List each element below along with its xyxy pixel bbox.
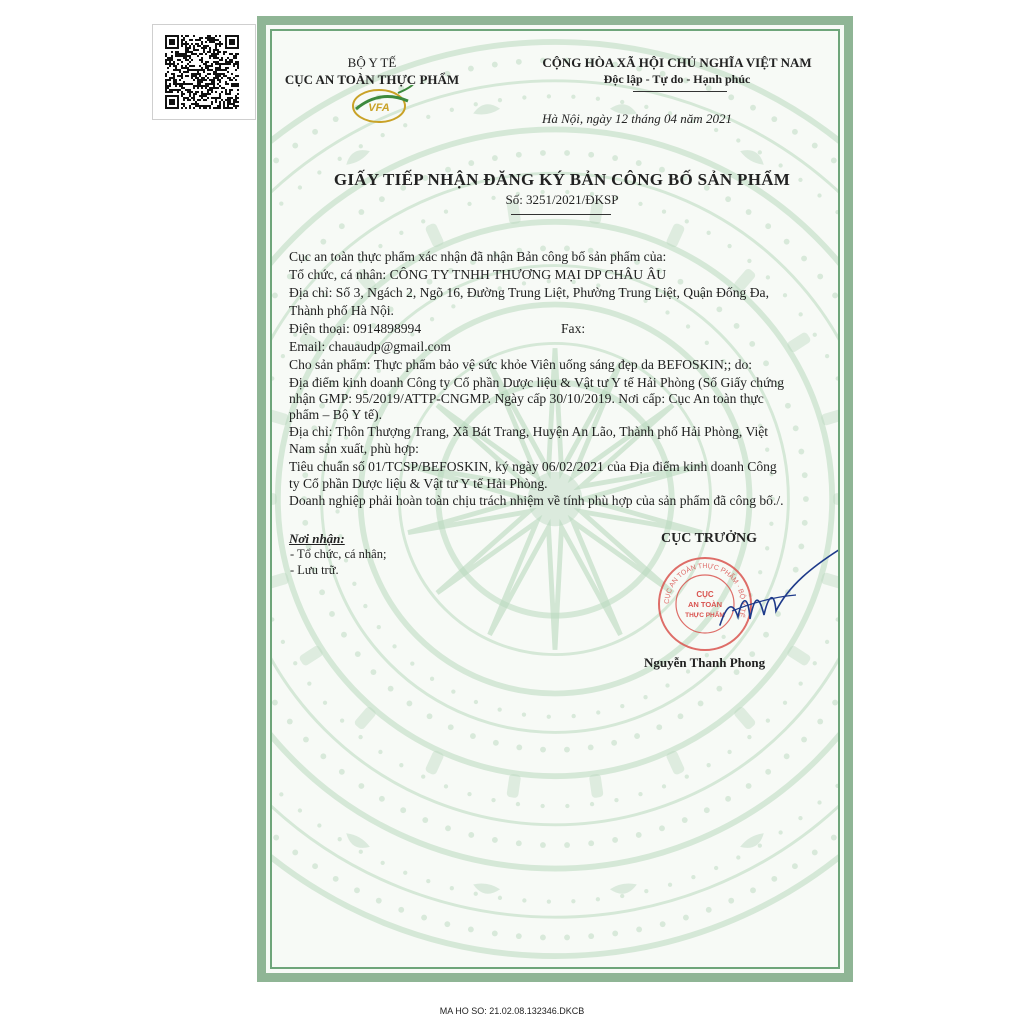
body-line: Địa chỉ: Số 3, Ngách 2, Ngõ 16, Đường Trung Liệt, Phường Trung Liệt, Quận Đống Đa,: [289, 285, 769, 300]
body-line: Cho sản phẩm: Thực phẩm bảo vệ sức khỏe Viên uống sáng đẹp da BEFOSKIN;; do:: [289, 357, 753, 372]
body-line: Tổ chức, cá nhân: CÔNG TY TNHH THƯƠNG MẠI DP CHÂU ÂU: [289, 267, 667, 282]
stamp-ring-text: CỤC AN TOÀN THỰC PHẨM · BỘ Y TẾ: [663, 562, 747, 618]
recipients-heading: Nơi nhận:: [289, 531, 345, 546]
recipient-item: - Tổ chức, cá nhân;: [290, 547, 387, 561]
fax-label: Fax:: [561, 321, 586, 336]
national-motto: Độc lập - Tự do - Hạnh phúc: [603, 72, 751, 86]
body-line: Địa chỉ: Thôn Thượng Trang, Xã Bát Trang, Huyện An Lão, Thành phố Hải Phòng, Việt: [289, 424, 769, 439]
body-line: phẩm – Bộ Y tế).: [289, 407, 382, 422]
body-line: Nam sản xuất, phù hợp:: [289, 441, 419, 456]
stamp-center-line: CỤC: [696, 590, 714, 599]
email-line: Email: chauaudp@gmail.com: [289, 339, 452, 354]
stamp-center-line: AN TOÀN: [687, 600, 723, 609]
dossier-code: MA HO SO: 21.02.08.132346.DKCB: [439, 1006, 585, 1016]
issue-date: Hà Nội, ngày 12 tháng 04 năm 2021: [542, 111, 732, 126]
vfa-logo-text: VFA: [368, 102, 390, 114]
title-divider: [511, 214, 611, 215]
signer-position: CỤC TRƯỞNG: [661, 531, 758, 546]
agency-name: CỤC AN TOÀN THỰC PHẨM: [284, 72, 460, 87]
body-line: Doanh nghiệp phải hoàn toàn chịu trách nhiệm về tính phù hợp của sản phẩm đã công bố./.: [289, 493, 784, 508]
qr-code: [152, 24, 256, 120]
phone-line: Điện thoại: 0914898994: [289, 321, 422, 336]
body-line: nhận GMP: 95/2019/ATTP-CNGMP. Ngày cấp 30/10/2019. Nơi cấp: Cục An toàn thực: [289, 391, 764, 406]
body-line: ty Cổ phần Dược liệu & Vật tư Y tế Hải Phòng.: [289, 476, 548, 491]
signer-name: Nguyễn Thanh Phong: [644, 655, 766, 670]
document-number: Số: 3251/2021/ĐKSP: [505, 192, 619, 207]
motto-underline: [633, 91, 727, 92]
body-line: Thành phố Hà Nội.: [289, 303, 394, 318]
body-line: Tiêu chuẩn số 01/TCSP/BEFOSKIN, ký ngày 06/02/2021 của Địa điểm kinh doanh Công: [289, 459, 777, 474]
body-line: Cục an toàn thực phẩm xác nhận đã nhận Bản công bố sản phẩm của:: [289, 249, 667, 264]
handwritten-signature: [692, 537, 840, 637]
stamp-center-line: THỰC PHẨM: [685, 612, 725, 619]
country-name: CỘNG HÒA XÃ HỘI CHỦ NGHĨA VIỆT NAM: [542, 55, 812, 70]
ministry-name: BỘ Y TẾ: [347, 55, 397, 70]
qr-code-pattern: [165, 35, 243, 111]
vfa-logo-icon: [346, 85, 416, 125]
certificate-document: [257, 16, 853, 982]
document-title: GIẤY TIẾP NHẬN ĐĂNG KÝ BẢN CÔNG BỐ SẢN PHẨM: [333, 170, 791, 189]
certificate-inner-frame: [270, 29, 840, 969]
body-line: Địa điểm kinh doanh Công ty Cổ phần Dược liệu & Vật tư Y tế Hải Phòng (Số Giấy chứng: [289, 375, 785, 390]
recipient-item: - Lưu trữ.: [290, 563, 339, 577]
